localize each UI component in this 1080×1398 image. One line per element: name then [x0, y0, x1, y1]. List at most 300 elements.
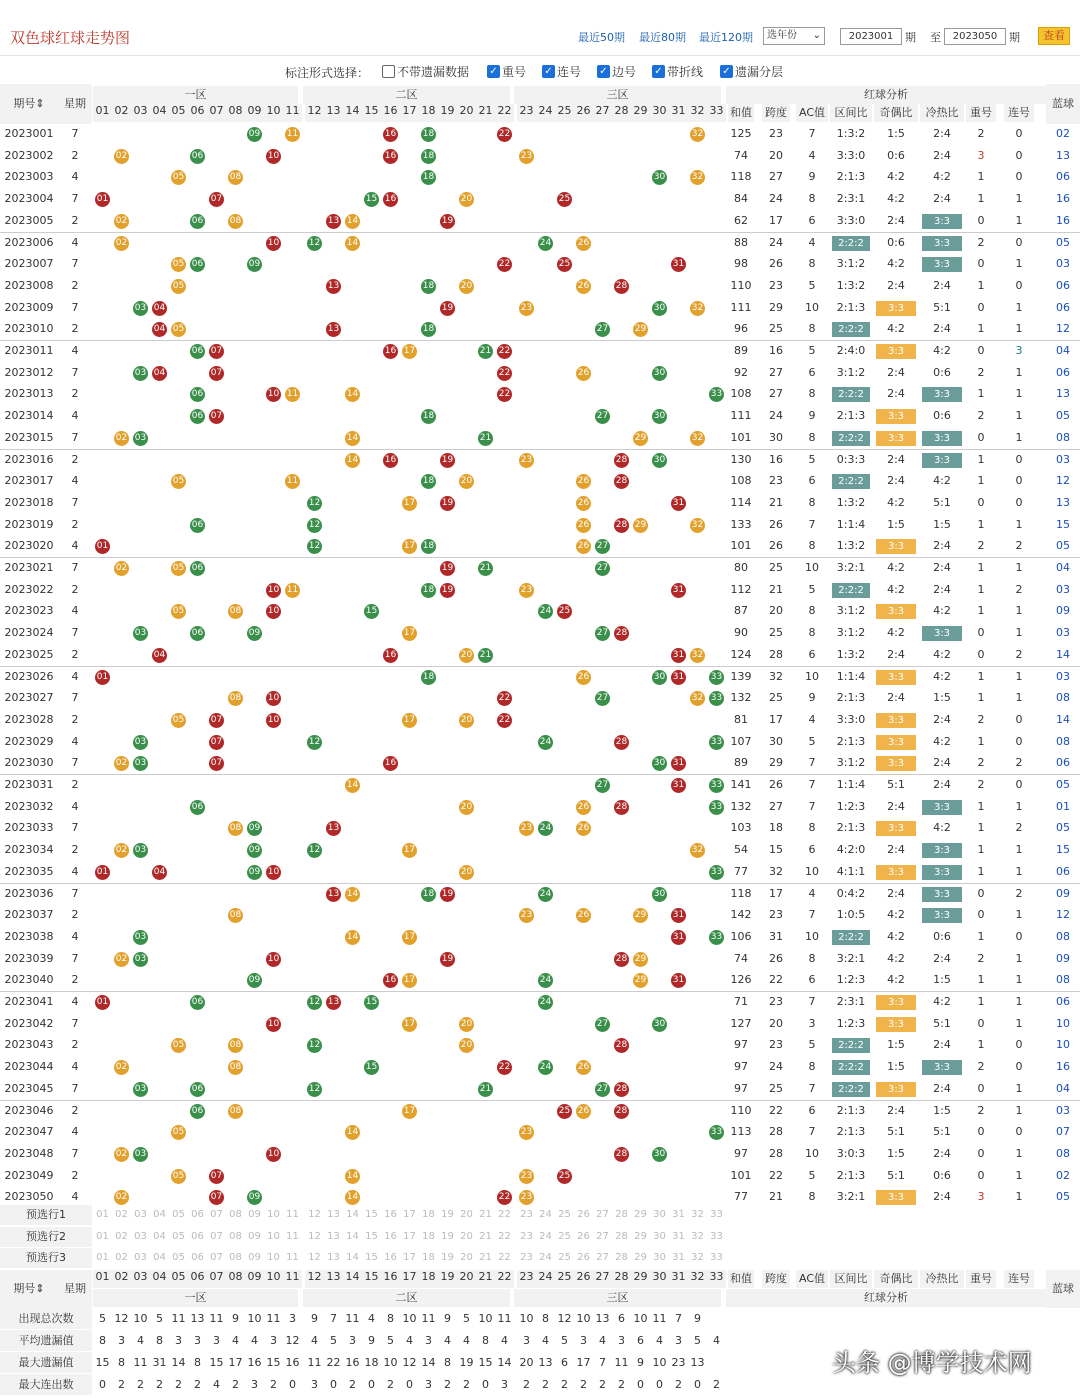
preselect-number[interactable]: 10	[267, 1230, 280, 1242]
analysis-cell: 23	[769, 1038, 783, 1052]
analysis-cell: 112	[730, 582, 752, 596]
preselect-number[interactable]: 23	[520, 1209, 533, 1220]
period-label-1: 期	[905, 31, 916, 44]
analysis-cell: 1:5	[887, 1038, 905, 1052]
preselect-number[interactable]: 15	[365, 1230, 378, 1242]
preselect-number[interactable]: 19	[441, 1230, 454, 1242]
blue-ball-cell: 16	[1056, 213, 1070, 227]
analysis-cell: 5:1	[887, 1168, 905, 1182]
preselect-number[interactable]: 15	[365, 1209, 378, 1220]
footer-value: 3	[175, 1334, 182, 1347]
preselect-number[interactable]: 28	[615, 1252, 628, 1263]
red-ball: 12	[307, 518, 322, 533]
analysis-cell: 7	[808, 1081, 816, 1095]
preselect-number[interactable]: 32	[691, 1230, 704, 1242]
red-ball: 24	[538, 735, 553, 750]
analysis-cell: 10	[805, 300, 819, 314]
red-ball: 30	[652, 301, 667, 316]
footer-value: 4	[542, 1334, 549, 1347]
analysis-cell: 0	[977, 344, 985, 357]
red-ball: 27	[595, 409, 610, 424]
period-cell: 2023025	[4, 647, 54, 661]
analysis-cell: 4:2	[933, 995, 951, 1008]
analysis-cell: 3:2:1	[836, 951, 866, 965]
preselect-number[interactable]: 04	[153, 1230, 166, 1242]
analysis-cell: 0:6	[933, 929, 951, 943]
analysis-cell: 98	[734, 257, 748, 271]
analysis-cell: 5:1	[887, 1125, 905, 1139]
analysis-cell: 0:6	[887, 235, 905, 249]
preselect-number[interactable]: 17	[403, 1209, 416, 1220]
preselect-number[interactable]: 30	[653, 1209, 666, 1220]
footer-value: 8	[542, 1312, 549, 1325]
red-ball: 08	[228, 691, 243, 706]
preselect-number[interactable]: 29	[634, 1230, 647, 1242]
analysis-cell: 0	[977, 1168, 985, 1182]
red-ball: 09	[247, 865, 262, 880]
analysis-cell: 1	[977, 799, 985, 813]
red-ball: 27	[595, 691, 610, 706]
hot-cold-tag: 3:3	[922, 626, 962, 641]
analysis-cell: 114	[730, 495, 752, 509]
checkbox-icon[interactable]: ✓	[597, 65, 610, 78]
preselect-number[interactable]: 26	[577, 1209, 590, 1220]
analysis-cell: 2:4	[933, 561, 951, 574]
blue-ball-cell: 06	[1056, 995, 1070, 1008]
analysis-cell: 28	[769, 1146, 783, 1160]
odd-even-tag: 3:3	[876, 301, 916, 316]
preselect-number[interactable]: 09	[248, 1230, 261, 1242]
blue-ball-cell: 10	[1056, 1038, 1070, 1052]
red-ball: 12	[307, 843, 322, 858]
red-ball: 10	[266, 865, 281, 880]
preselect-number[interactable]: 23	[520, 1230, 533, 1242]
red-ball: 32	[690, 431, 705, 446]
preselect-number[interactable]: 33	[710, 1252, 723, 1263]
preselect-number[interactable]: 06	[191, 1252, 204, 1263]
analysis-cell: 97	[734, 1146, 748, 1160]
red-ball: 23	[519, 1169, 534, 1184]
analysis-cell: 1	[977, 1038, 985, 1052]
footer-value: 8	[118, 1356, 125, 1369]
red-ball: 02	[114, 214, 129, 229]
preselect-number[interactable]: 16	[384, 1209, 397, 1220]
analysis-cell: 0:3:3	[836, 452, 866, 466]
preselect-number[interactable]: 17	[403, 1230, 416, 1242]
preselect-number[interactable]: 26	[577, 1230, 590, 1242]
interval-ratio-tag: 2:2:2	[832, 583, 870, 598]
preselect-number[interactable]: 03	[134, 1209, 147, 1220]
red-ball: 09	[247, 257, 262, 272]
preselect-number[interactable]: 05	[172, 1252, 185, 1263]
preselect-number[interactable]: 18	[422, 1230, 435, 1242]
recent-120-link[interactable]: 最近120期	[699, 31, 753, 44]
analysis-cell: 8	[808, 821, 816, 835]
analysis-cell: 1	[977, 691, 985, 705]
footer-value: 10	[133, 1312, 148, 1325]
preselect-number[interactable]: 29	[634, 1252, 647, 1263]
red-ball: 16	[383, 149, 398, 164]
red-ball: 15	[364, 1060, 379, 1075]
footer-value: 3	[349, 1334, 356, 1347]
preselect-number[interactable]: 02	[115, 1252, 128, 1263]
analysis-cell: 4:2	[933, 821, 951, 835]
analysis-cell: 0	[977, 213, 985, 227]
preselect-label[interactable]: 预选行3	[0, 1248, 92, 1268]
number-header-bottom: 15	[362, 1270, 381, 1288]
red-ball: 09	[247, 127, 262, 142]
week-cell: 7	[71, 886, 79, 900]
footer-value: 3	[501, 1378, 508, 1391]
period-header[interactable]: 期号⇕	[0, 84, 58, 124]
red-ball: 29	[633, 431, 648, 446]
red-ball: 22	[497, 257, 512, 272]
preselect-number[interactable]: 24	[539, 1252, 552, 1263]
red-ball: 20	[459, 800, 474, 815]
analysis-cell: 0	[977, 908, 985, 922]
analysis-cell: 4:2	[887, 951, 905, 965]
analysis-cell: 0	[1015, 1060, 1023, 1074]
analysis-cell: 1:5	[933, 691, 951, 705]
checkbox-icon[interactable]: ✓	[720, 65, 733, 78]
footer-value: 9	[311, 1312, 318, 1325]
period-cell: 2023023	[4, 604, 54, 618]
preselect-number[interactable]: 08	[229, 1252, 242, 1263]
preselect-number[interactable]: 20	[460, 1230, 473, 1242]
number-header: 09	[245, 104, 264, 122]
blue-ball-cell: 06	[1056, 365, 1070, 379]
analysis-cell: 1	[1015, 1168, 1023, 1182]
preselect-number[interactable]: 24	[539, 1209, 552, 1220]
preselect-number[interactable]: 03	[134, 1252, 147, 1263]
interval-ratio-tag: 2:2:2	[832, 1082, 870, 1097]
preselect-number[interactable]: 21	[479, 1209, 492, 1220]
preselect-number[interactable]: 02	[115, 1230, 128, 1242]
week-cell: 7	[71, 365, 79, 379]
red-ball: 10	[266, 1147, 281, 1162]
red-ball: 18	[421, 170, 436, 185]
number-header-bottom: 22	[495, 1270, 514, 1288]
preselect-number[interactable]: 15	[365, 1252, 378, 1263]
number-header: 12	[305, 104, 324, 122]
zone3-header: 三区	[514, 86, 721, 104]
preselect-number[interactable]: 22	[498, 1209, 511, 1220]
red-ball: 03	[133, 952, 148, 967]
preselect-number[interactable]: 31	[672, 1230, 685, 1242]
analysis-cell: 0:6	[933, 365, 951, 379]
analysis-cell: 1:3:2	[836, 495, 866, 509]
from-period-input[interactable]: 2023001	[840, 28, 902, 45]
analysis-cell: 24	[769, 409, 783, 423]
preselect-label[interactable]: 预选行1	[0, 1205, 92, 1225]
preselect-label[interactable]: 预选行2	[0, 1227, 92, 1247]
analysis-cell: 5:1	[933, 495, 951, 509]
preselect-number[interactable]: 18	[422, 1252, 435, 1263]
analysis-cell: 26	[769, 517, 783, 531]
preselect-number[interactable]: 19	[441, 1209, 454, 1220]
preselect-number[interactable]: 12	[308, 1230, 321, 1242]
red-ball: 14	[345, 453, 360, 468]
hot-cold-tag: 3:3	[922, 887, 962, 902]
preselect-number[interactable]: 20	[460, 1252, 473, 1263]
preselect-number[interactable]: 07	[210, 1209, 223, 1220]
week-cell: 2	[71, 712, 79, 726]
number-header-bottom: 11	[283, 1270, 302, 1288]
analysis-cell: 4:2	[933, 647, 951, 661]
red-ball: 24	[538, 887, 553, 902]
preselect-number[interactable]: 08	[229, 1209, 242, 1220]
red-ball: 12	[307, 236, 322, 251]
red-ball: 33	[709, 691, 724, 706]
blue-ball-cell: 06	[1056, 170, 1070, 184]
preselect-number[interactable]: 21	[479, 1230, 492, 1242]
preselect-number[interactable]: 16	[384, 1252, 397, 1263]
analysis-cell: 2	[977, 127, 985, 140]
preselect-number[interactable]: 30	[653, 1252, 666, 1263]
footer-value: 2	[713, 1378, 720, 1391]
blue-ball-cell: 10	[1056, 1016, 1070, 1030]
preselect-number[interactable]: 05	[172, 1209, 185, 1220]
preselect-number[interactable]: 07	[210, 1252, 223, 1263]
red-ball: 08	[228, 604, 243, 619]
analysis-cell: 4:2	[887, 322, 905, 336]
preselect-number[interactable]: 23	[520, 1252, 533, 1263]
analysis-cell: 1:5	[933, 517, 951, 531]
analysis-cell: 0	[977, 1146, 985, 1160]
number-header-bottom: 23	[517, 1270, 536, 1288]
preselect-number[interactable]: 14	[346, 1252, 359, 1263]
analysis-cell: 25	[769, 322, 783, 336]
preselect-number[interactable]: 19	[441, 1252, 454, 1263]
red-ball: 30	[652, 1017, 667, 1032]
footer-label: 最大连出数	[0, 1374, 92, 1395]
red-ball: 27	[595, 1017, 610, 1032]
preselect-number[interactable]: 32	[691, 1252, 704, 1263]
period-cell: 2023013	[4, 387, 54, 401]
footer-value: 11	[133, 1356, 148, 1369]
preselect-number[interactable]: 22	[498, 1230, 511, 1242]
preselect-number[interactable]: 28	[615, 1209, 628, 1220]
number-header-bottom: 28	[612, 1270, 631, 1288]
red-ball: 18	[421, 539, 436, 554]
preselect-number[interactable]: 01	[96, 1230, 109, 1242]
preselect-number[interactable]: 10	[267, 1252, 280, 1263]
preselect-number[interactable]: 25	[558, 1209, 571, 1220]
red-ball: 07	[209, 192, 224, 207]
footer-value: 16	[247, 1356, 262, 1369]
red-ball: 03	[133, 1147, 148, 1162]
preselect-number[interactable]: 29	[634, 1209, 647, 1220]
red-ball: 05	[171, 1038, 186, 1053]
analysis-cell: 96	[734, 322, 748, 336]
red-ball: 24	[538, 995, 553, 1010]
preselect-number[interactable]: 14	[346, 1209, 359, 1220]
analysis-cell: 101	[730, 539, 752, 553]
footer-value: 8	[444, 1356, 451, 1369]
red-ball: 06	[190, 214, 205, 229]
analysis-cell: 27	[769, 799, 783, 813]
analysis-cell: 1	[977, 322, 985, 336]
footer-value: 0	[99, 1378, 106, 1391]
recent-50-link[interactable]: 最近50期	[578, 31, 625, 44]
analysis-cell: 118	[730, 170, 752, 184]
preselect-number[interactable]: 25	[558, 1230, 571, 1242]
analysis-cell: 1	[977, 973, 985, 987]
week-cell: 2	[71, 278, 79, 292]
preselect-number[interactable]: 32	[691, 1209, 704, 1220]
red-ball: 30	[652, 887, 667, 902]
red-ball: 31	[671, 257, 686, 272]
preselect-number[interactable]: 01	[96, 1209, 109, 1220]
checkbox-icon[interactable]: ✓	[487, 65, 500, 78]
preselect-number[interactable]: 12	[308, 1252, 321, 1263]
analysis-cell: 1	[977, 843, 985, 857]
analysis-cell: 17	[769, 886, 783, 900]
footer-value: 11	[266, 1312, 281, 1325]
red-ball: 22	[497, 127, 512, 142]
red-ball: 26	[576, 908, 591, 923]
analysis-cell: 1	[1015, 691, 1023, 705]
footer-value: 3	[194, 1334, 201, 1347]
preselect-number[interactable]: 09	[248, 1252, 261, 1263]
option-label: 带折线	[667, 65, 704, 79]
preselect-number[interactable]: 11	[286, 1230, 299, 1242]
preselect-number[interactable]: 24	[539, 1230, 552, 1242]
preselect-number[interactable]: 07	[210, 1230, 223, 1242]
footer-value: 9	[637, 1356, 644, 1369]
preselect-number[interactable]: 17	[403, 1252, 416, 1263]
red-ball: 17	[402, 539, 417, 554]
preselect-number[interactable]: 03	[134, 1230, 147, 1242]
footer-value: 2	[232, 1378, 239, 1391]
blue-ball-cell: 16	[1056, 192, 1070, 206]
analysis-cell: 1	[1015, 864, 1023, 878]
preselect-number[interactable]: 08	[229, 1230, 242, 1242]
number-header: 06	[188, 104, 207, 122]
blue-ball-cell: 16	[1056, 1060, 1070, 1074]
analysis-cell: 1	[1015, 604, 1023, 618]
preselect-number[interactable]: 25	[558, 1252, 571, 1263]
footer-value: 17	[576, 1356, 591, 1369]
analysis-cell: 77	[734, 864, 748, 878]
footer-value: 15	[95, 1356, 110, 1369]
preselect-number[interactable]: 11	[286, 1209, 299, 1220]
red-ball: 30	[652, 170, 667, 185]
preselect-number[interactable]: 30	[653, 1230, 666, 1242]
preselect-number[interactable]: 05	[172, 1230, 185, 1242]
preselect-number[interactable]: 33	[710, 1209, 723, 1220]
analysis-cell: 1:2:3	[836, 1016, 866, 1030]
preselect-number[interactable]: 13	[327, 1209, 340, 1220]
week-cell: 4	[71, 474, 79, 488]
blue-ball-cell: 02	[1056, 1168, 1070, 1182]
week-cell: 7	[71, 951, 79, 965]
checkbox-icon[interactable]: ✓	[542, 65, 555, 78]
hot-cold-tag: 3:3	[922, 1060, 962, 1075]
view-button[interactable]: 查看	[1038, 27, 1070, 45]
interval-ratio-tag: 2:2:2	[832, 236, 870, 251]
analysis-cell: 1	[977, 821, 985, 835]
preselect-number[interactable]: 18	[422, 1209, 435, 1220]
analysis-cell: 5	[808, 582, 816, 596]
preselect-number[interactable]: 04	[153, 1209, 166, 1220]
analysis-cell: 0:6	[933, 409, 951, 423]
analysis-cell: 2:4	[887, 452, 905, 466]
red-ball: 30	[652, 409, 667, 424]
red-ball: 20	[459, 865, 474, 880]
preselect-number[interactable]: 27	[596, 1230, 609, 1242]
preselect-number[interactable]: 27	[596, 1209, 609, 1220]
blue-ball-cell: 03	[1056, 626, 1070, 640]
preselect-number[interactable]: 09	[248, 1209, 261, 1220]
analysis-cell: 6	[808, 474, 816, 488]
week-cell: 4	[71, 929, 79, 943]
red-ball: 19	[440, 887, 455, 902]
preselect-number[interactable]: 13	[327, 1230, 340, 1242]
red-ball: 31	[671, 756, 686, 771]
preselect-number[interactable]: 16	[384, 1230, 397, 1242]
preselect-number[interactable]: 02	[115, 1209, 128, 1220]
footer-value: 31	[152, 1356, 167, 1369]
preselect-number[interactable]: 01	[96, 1252, 109, 1263]
red-ball: 32	[690, 691, 705, 706]
red-ball: 17	[402, 1017, 417, 1032]
preselect-number[interactable]: 12	[308, 1209, 321, 1220]
to-period-input[interactable]: 2023050	[944, 28, 1006, 45]
red-ball: 01	[95, 865, 110, 880]
number-header-bottom: 29	[631, 1270, 650, 1288]
footer-value: 6	[637, 1334, 644, 1347]
preselect-number[interactable]: 26	[577, 1252, 590, 1263]
preselect-number[interactable]: 06	[191, 1209, 204, 1220]
preselect-number[interactable]: 20	[460, 1209, 473, 1220]
preselect-number[interactable]: 28	[615, 1230, 628, 1242]
red-ball: 05	[171, 1125, 186, 1140]
period-cell: 2023038	[4, 929, 54, 943]
red-ball: 16	[383, 648, 398, 663]
analysis-cell: 21	[769, 1190, 783, 1204]
red-ball: 28	[614, 518, 629, 533]
preselect-number[interactable]: 31	[672, 1209, 685, 1220]
preselect-number[interactable]: 27	[596, 1252, 609, 1263]
period-cell: 2023028	[4, 712, 54, 726]
preselect-number[interactable]: 14	[346, 1230, 359, 1242]
preselect-number[interactable]: 13	[327, 1252, 340, 1263]
preselect-number[interactable]: 33	[710, 1230, 723, 1242]
preselect-number[interactable]: 11	[286, 1252, 299, 1263]
red-ball: 06	[190, 257, 205, 272]
preselect-number[interactable]: 04	[153, 1252, 166, 1263]
red-ball: 26	[576, 800, 591, 815]
period-header-bottom: 期号⇕	[0, 1270, 58, 1308]
analysis-cell: 1	[1015, 1146, 1023, 1160]
preselect-number[interactable]: 21	[479, 1252, 492, 1263]
analysis-cell: 2:3:1	[836, 192, 866, 206]
preselect-number[interactable]: 06	[191, 1230, 204, 1242]
preselect-number[interactable]: 10	[267, 1209, 280, 1220]
interval-ratio-tag: 2:2:2	[832, 431, 870, 446]
blue-ball-cell: 06	[1056, 864, 1070, 878]
analysis-cell: 0	[1015, 127, 1023, 140]
analysis-cell: 4:2	[887, 929, 905, 943]
recent-80-link[interactable]: 最近80期	[639, 31, 686, 44]
checkbox-icon[interactable]: ✓	[652, 65, 665, 78]
analysis-cell: 3:3:0	[836, 213, 866, 227]
footer-value: 3	[618, 1334, 625, 1347]
preselect-number[interactable]: 31	[672, 1252, 685, 1263]
preselect-number[interactable]: 22	[498, 1252, 511, 1263]
red-ball: 27	[595, 561, 610, 576]
